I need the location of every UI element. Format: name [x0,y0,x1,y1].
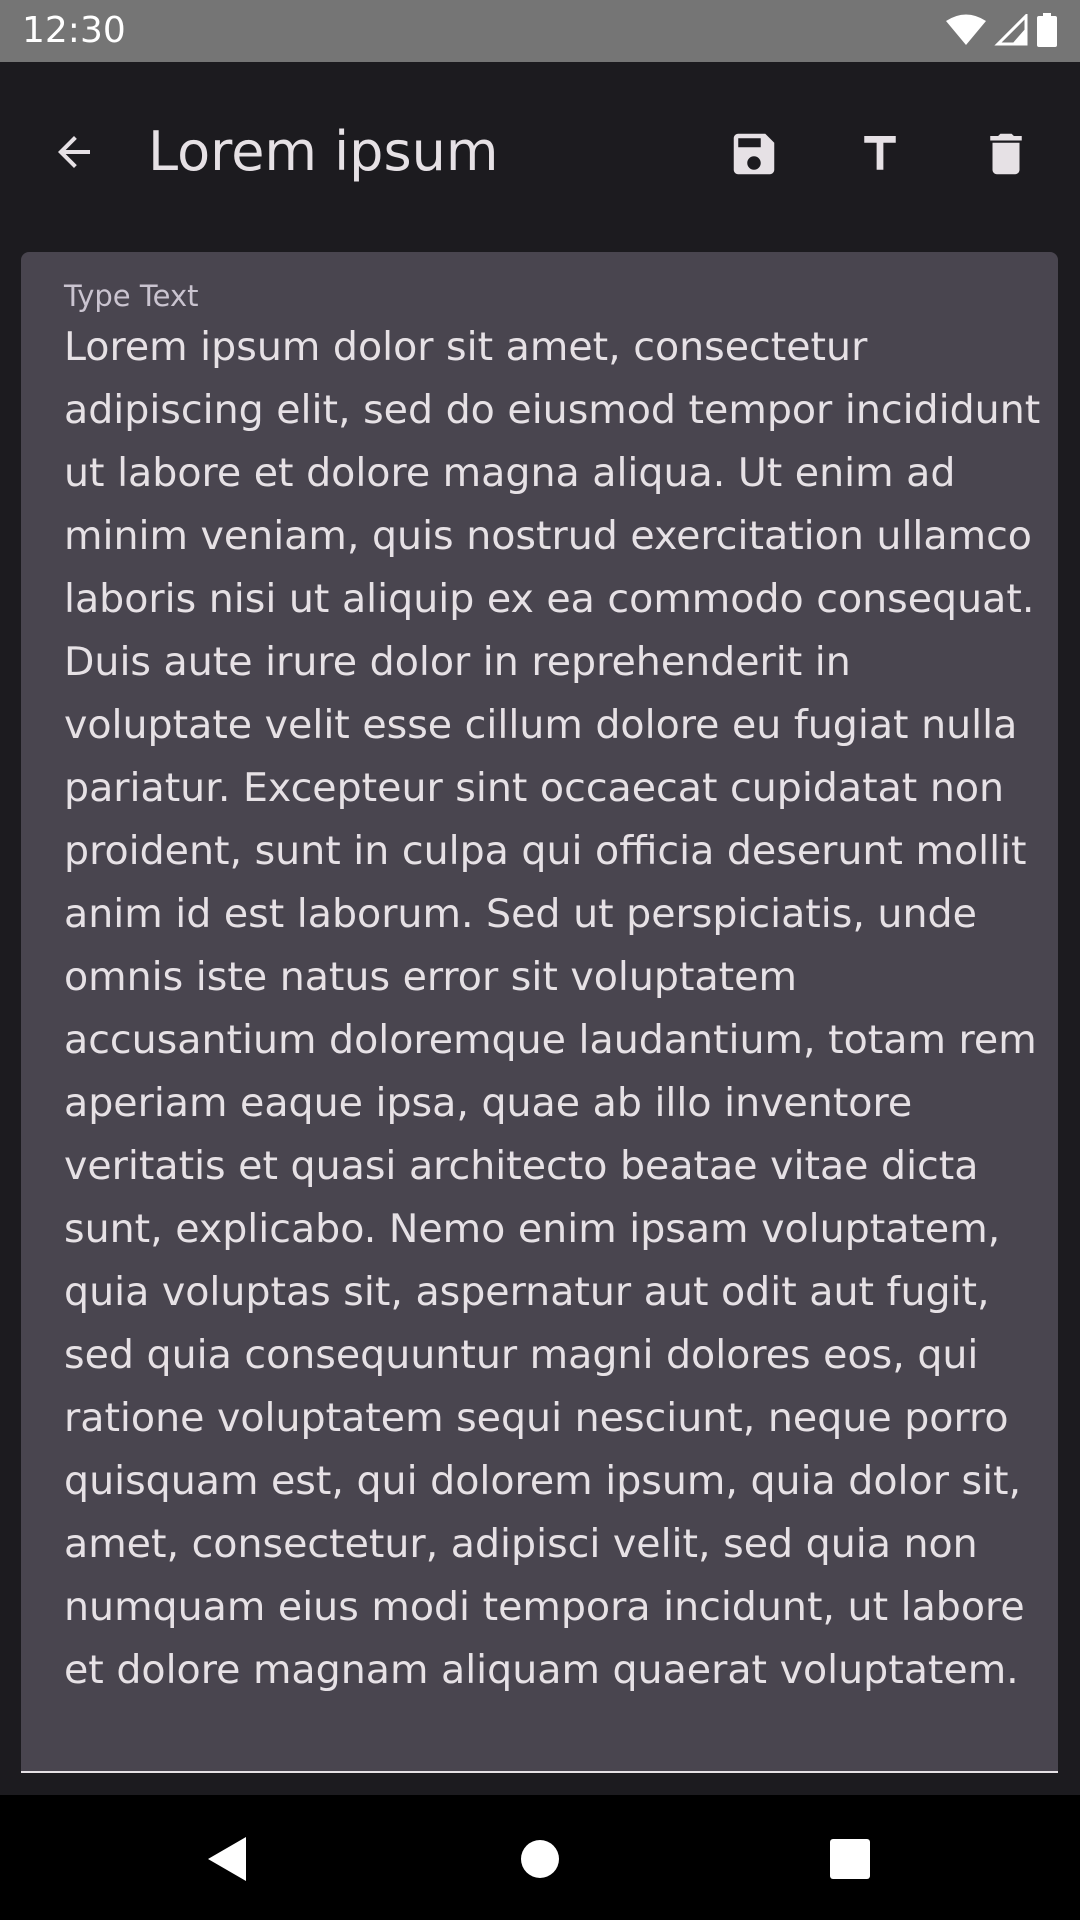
nav-home-icon [519,1838,561,1885]
page-title: Lorem ipsum [148,120,499,183]
save-icon [727,127,781,186]
nav-back-icon [204,1835,248,1888]
nav-recents-icon [829,1838,871,1885]
arrow-back-icon [50,128,98,181]
signal-icon [994,14,1028,46]
save-button[interactable] [714,116,794,196]
nav-home-button[interactable] [500,1821,580,1901]
battery-icon [1036,13,1058,47]
content-bottom-spacer [0,1773,1080,1795]
status-bar [0,0,1080,62]
nav-recents-button[interactable] [810,1821,890,1901]
delete-button[interactable] [966,116,1046,196]
nav-back-button[interactable] [186,1821,266,1901]
text-format-button[interactable] [840,116,920,196]
text-field-label: Type Text [64,279,199,313]
wifi-icon [946,14,986,46]
text-input-field[interactable] [21,252,1058,1773]
back-button[interactable] [42,122,106,186]
status-icons [946,12,1058,48]
text-field-value[interactable]: Lorem ipsum dolor sit amet, consectetur adipiscing elit, sed do eiusmod tempor incididunt ut labore et dolore magna aliqua. Ut enim ad minim veniam, quis nostrud exercitation ullamco laboris nisi ut aliquip ex ea commodo consequat. Duis aute irure dolor in reprehenderit in voluptate velit esse cillum dolore eu fugiat nulla pariatur. Excepteur sint occaecat cupidatat non proident, sunt in culpa qui officia deserunt mollit anim id est laborum. Sed ut perspiciatis, unde omnis iste natus error sit voluptatem accusantium doloremque laudantium, totam rem aperiam eaque ipsa, quae ab illo inventore veritatis et quasi architecto beatae vitae dicta sunt, explicabo. Nemo enim ipsam voluptatem, quia voluptas sit, aspernatur aut odit aut fugit, sed quia consequuntur magni dolores eos, qui ratione voluptatem sequi nesciunt, neque porro quisquam est, qui dolorem ipsum, quia dolor sit, amet, consectetur, adipisci velit, sed quia non numquam eius modi tempora incidunt, ut labore et dolore magnam aliquam quaerat voluptatem. [64,324,1041,1693]
system-nav-bar [0,1795,1080,1920]
delete-icon [979,127,1033,186]
status-time: 12:30 [22,10,126,51]
text-format-icon [853,127,907,186]
app-bar [0,62,1080,234]
